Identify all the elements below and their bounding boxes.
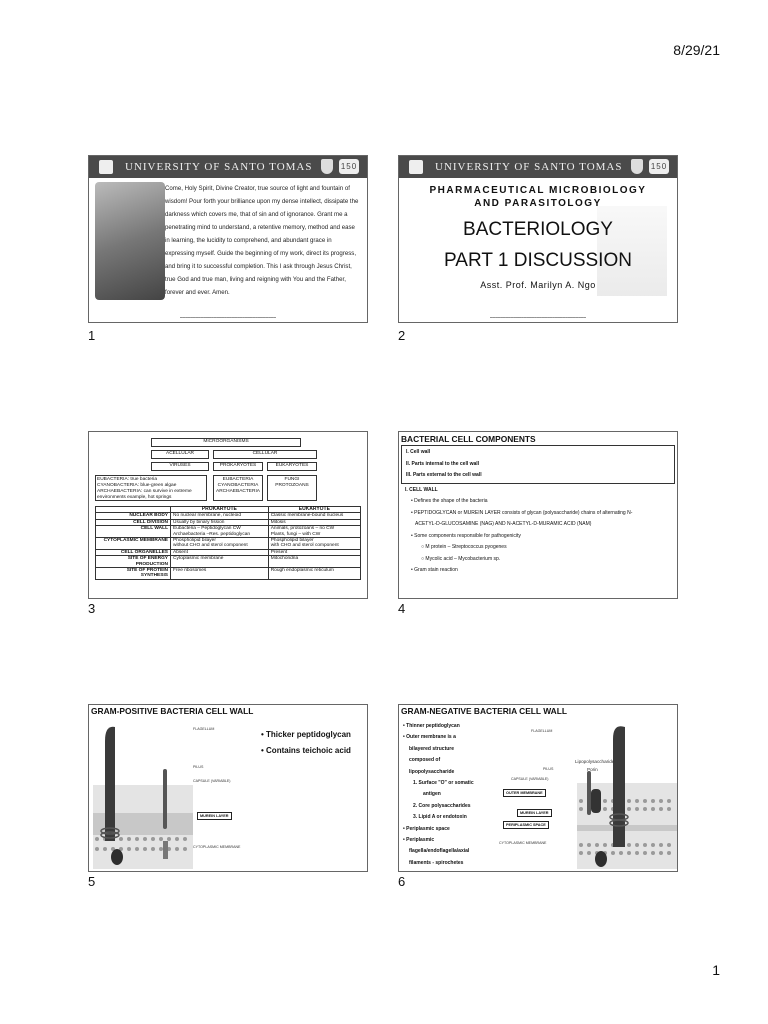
crest-icon [631,159,643,174]
prokaryote-cell: Cytoplasmic membrane [171,556,269,568]
numbered-item: 3. Lipid A or endotoxin [413,814,467,821]
bullet-item: • PEPTIDOGLYCAN or MUREIN LAYER consists of glycan (polysaccharide) chains of alternating N- [411,509,633,516]
slide-number-1: 1 [88,328,96,343]
page-date: 8/29/21 [673,42,720,58]
eukaryote-cell: Rough endoplasmic reticulum [268,568,360,580]
eukaryote-cell: Animals, protozoans – no CW Plants, fungi – with CW [268,526,360,538]
bullet-list [403,721,503,869]
part-item: III. Parts external to the cell wall [406,472,482,478]
bullet-text: Periplasmic [406,837,435,844]
row-label: CELL DIVISION [96,519,171,525]
gram-negative-diagram [577,721,677,869]
slide-3 [88,431,368,599]
slide-1 [88,155,368,323]
bullet-continuation: lipopolysaccharide [409,768,455,775]
part-item: II. Parts internal to the cell wall [406,460,480,467]
prokaryote-cell: Free ribosomes [171,568,269,580]
anniversary-badge: 150 [649,159,669,174]
slide-title: GRAM-POSITIVE BACTERIA CELL WALL [91,706,254,716]
bullet-text: Contains teichoic acid [266,746,351,755]
bullet-item: • Periplasmic space [403,825,450,832]
bullet-continuation: filaments - spirochetes [409,859,464,866]
section-heading: I. CELL WALL [405,486,438,493]
slide-number-6: 6 [398,874,406,889]
bullet-item: • Periplasmic [403,837,435,844]
viruses-box: VIRUSES [151,462,209,471]
sub-bullet-text: M protein – Streptococcus pyogenes [425,544,507,550]
porin-label: Porin [587,767,598,772]
slide-2 [398,155,678,323]
table-row [96,526,361,538]
prokaryote-cell: Usually by binary fission [171,519,269,525]
pilus-label: PILUS [193,765,204,769]
prokaryote-types-box [213,475,263,501]
sub-bullet-text: Mycolic acid – Mycobacterium sp. [425,555,501,562]
type-item: CYANOBACTERIA [217,483,259,488]
page-number: 1 [712,962,720,978]
note-line: CYANOBACTERIA: blue-green algae [97,483,177,488]
murein-layer-label: MUREIN LAYER [197,812,232,820]
numbered-item: 2. Core polysaccharides [413,802,471,809]
bullet-continuation: bilayered structure [409,745,455,752]
table-row [96,556,361,568]
eukaryote-cell: Mitosis [268,519,360,525]
cellular-box: CELLULAR [213,450,317,459]
row-label: SITE OF ENERGY PRODUCTION [96,556,171,568]
note-line: EUBACTERIA: true bacteria [97,477,157,482]
comparison-table [95,506,361,580]
periplasmic-space-label: PERIPLASMIC SPACE [503,821,549,829]
bullet-item: • Contains teichoic acid [261,746,351,755]
row-label: CELL ORGANELLES [96,549,171,555]
slide-6 [398,704,678,872]
slide-number-2: 2 [398,328,406,343]
course-line-2: AND PARASITOLOGY [474,198,602,209]
prokaryote-cell: Absent [171,549,269,555]
ust-header [399,156,677,178]
professor-name: Asst. Prof. Marilyn A. Ngo [480,280,596,290]
bacteria-notes-box [95,475,207,501]
title-line-2: PART 1 DISCUSSION [444,250,632,271]
bullet-item [405,519,671,531]
logo-icon [99,160,113,174]
eukaryote-cell: Classic membrane-bound nucleus [268,513,360,519]
slide-number-3: 3 [88,601,96,616]
table-header: PROKARYOTE [171,507,269,513]
title-line-1: BACTERIOLOGY [463,219,613,240]
table-header: EUKARYOTE [268,507,360,513]
copyright-footnote: ▬▬▬▬▬▬▬▬▬▬▬▬▬▬▬▬▬▬▬▬▬▬▬▬▬▬▬▬▬▬▬▬▬▬▬▬▬ [180,316,276,319]
bullet-text: ACETYL-D-GLUCOSAMINE (NAG) AND N-ACETYL-D-MURAMIC ACID (NAM) [415,521,592,527]
bullet-text: Thinner peptidoglycan [406,723,460,729]
acellular-box: ACELLULAR [151,450,209,459]
university-name: UNIVERSITY OF SANTO TOMAS [435,161,623,173]
type-item: EUBACTERIA [222,477,254,482]
slide-4 [398,431,678,599]
slide-number-5: 5 [88,874,96,889]
bullet-item: • Thicker peptidoglycan [261,730,351,739]
bullet-text: PEPTIDOGLYCAN or MUREIN LAYER consists of glycan (polysaccharide) chains of alternating N- [414,509,633,516]
bullet-item: • Outer membrane is a [403,734,456,741]
bullet-text: Thicker peptidoglycan [266,730,351,739]
numbered-item: 1. Surface "O" or somatic [413,780,474,787]
bullet-text: Outer membrane is a [406,734,456,741]
table-row [96,538,361,550]
cell-wall-section [399,485,677,577]
anniversary-badge: 150 [339,159,359,174]
table-row [96,568,361,580]
bullet-item: • Some components responsible for pathogenicity [411,532,521,539]
microorganisms-box: MICROORGANISMS [151,438,301,447]
cytoplasmic-membrane-label: CYTOPLASMIC MEMBRANE [193,845,241,849]
bullet-text: Some components responsible for pathogenicity [414,532,521,539]
slide-5 [88,704,368,872]
part-item: I. Cell wall [406,449,431,455]
prokaryote-cell: Eubacteria – Peptidoglycan CW Archaebacteria –Res. peptidoglycan [171,526,269,538]
cytoplasmic-membrane-label: CYTOPLASMIC MEMBRANE [499,841,547,845]
prokaryote-cell: Phospholipid bilayer without CHO and sterol component [171,538,269,550]
outer-membrane-label: OUTER MEMBRANE [503,789,546,797]
table-row [96,513,361,519]
university-name: UNIVERSITY OF SANTO TOMAS [125,161,313,173]
pilus-label: PILUS [543,767,554,771]
flagellum-label: FLAGELLUM [531,729,553,733]
prokaryote-cell: No nuclear membrane, nucleoid [171,513,269,519]
row-label: SITE OF PROTEIN SYNTHESIS [96,568,171,580]
prayer-text: Come, Holy Spirit, Divine Creator, true source of light and fountain of wisdom! Pour forth your brilliance upon my dense intellect, dissipate the darkness which covers me, that of sin and of ignorance. Grant me a penetrating mind to understand, a retentive memory, method and ease in learning, the lucidity to comprehend, and abundant grace in expressing myself. Guide the beginning of my work, direct its progress, and bring it to successful completion. This I ask through Jesus Christ, true God and true man, living and reigning with You and the Father, forever and ever. Amen. [165,185,359,296]
lipopolysaccharide-label: Lipopolysaccharide [575,759,615,764]
gram-positive-diagram [93,721,193,869]
crest-icon [321,159,333,174]
copyright-footnote: ▬▬▬▬▬▬▬▬▬▬▬▬▬▬▬▬▬▬▬▬▬▬▬▬▬▬▬▬▬▬▬▬▬▬▬▬▬ [490,316,586,319]
capsule-label: CAPSULE (VARIABLE) [193,779,231,783]
numbered-continuation: antigen [423,791,441,798]
type-item: ARCHAEBACTERIA [216,489,260,494]
bullet-text: Gram stain reaction [414,567,458,573]
eukaryote-cell: Present [268,549,360,555]
row-label: NUCLEAR BODY [96,513,171,519]
type-item: PROTOZOANS [275,483,309,488]
eukaryote-types-box [267,475,317,501]
prokaryotes-box: PROKARYOTES [213,462,263,471]
bullet-item: • Defines the shape of the bacteria [411,498,488,504]
bullet-text: Periplasmic space [406,825,450,832]
row-label: CELL WALL [96,526,171,538]
ust-header [89,156,367,178]
bullet-list [261,727,351,759]
bullet-text: Defines the shape of the bacteria [414,498,488,504]
slide-title: BACTERIAL CELL COMPONENTS [401,434,536,444]
eukaryotes-box: EUKARYOTES [267,462,317,471]
logo-icon [409,160,423,174]
bullet-item: • Thinner peptidoglycan [403,723,460,729]
flagellum-label: FLAGELLUM [193,727,215,731]
parts-box [401,445,675,484]
eukaryote-cell: Phospholipid bilayer with CHO and sterol component [268,538,360,550]
row-label: CYTOPLASMIC MEMBRANE [96,538,171,550]
eukaryote-cell: Mitochondria [268,556,360,568]
course-line-1: PHARMACEUTICAL MICROBIOLOGY [429,185,647,196]
saint-portrait [95,182,165,300]
note-line: ARCHAEBACTERIA: can survive in extreme [97,489,192,494]
slide-title: GRAM-NEGATIVE BACTERIA CELL WALL [401,706,567,716]
bullet-continuation: composed of [409,757,441,764]
bullet-continuation: flagella/endoflagella/axial [409,848,470,855]
murein-layer-label: MUREIN LAYER [517,809,552,817]
sub-bullet-item: ○ M protein – Streptococcus pyogenes [421,544,507,550]
capsule-label: CAPSULE (VARIABLE) [511,777,549,781]
slide-number-4: 4 [398,601,406,616]
bullet-item: • Gram stain reaction [411,567,458,573]
note-line: environments example, hot springs [97,495,172,500]
type-item: FUNGI [284,477,300,482]
sub-bullet-item: ○ Mycolic acid – Mycobacterium sp. [421,555,501,562]
